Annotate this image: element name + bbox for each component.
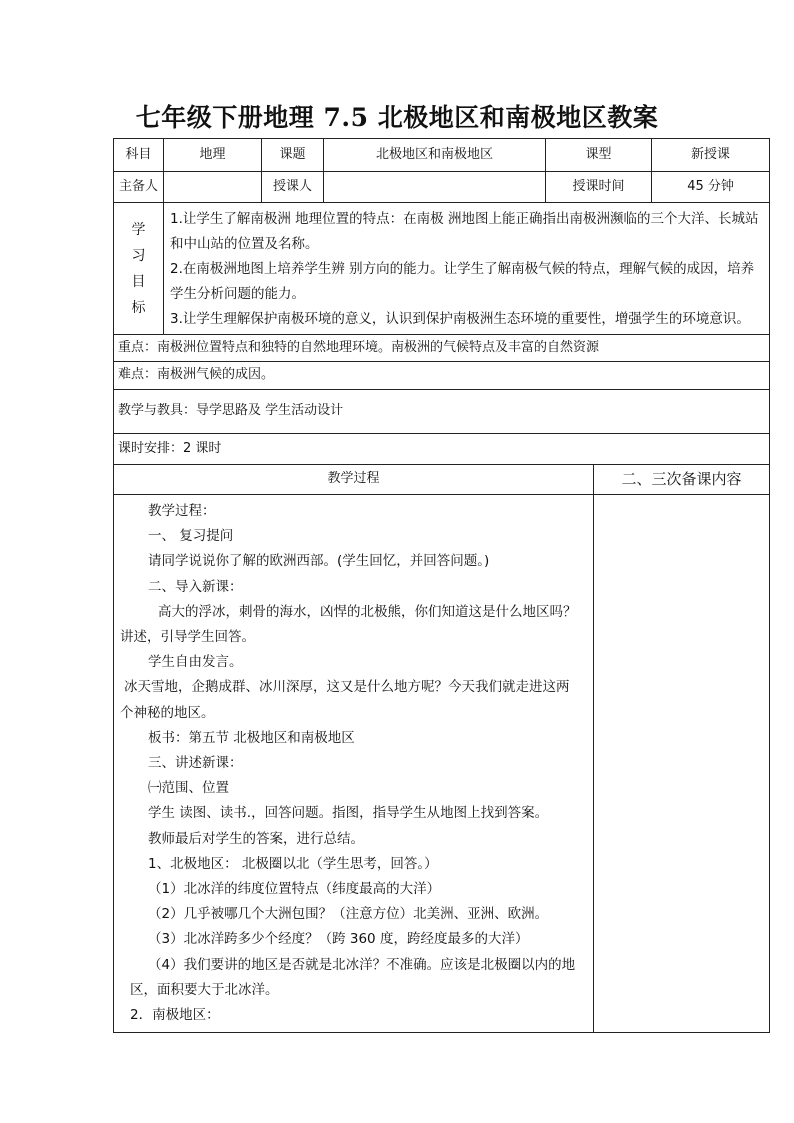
teacher-label: 授课人 [262,172,324,203]
process-line: 讲述，引导学生回答。 [120,629,255,646]
goals-label-char: 目 [131,273,146,290]
topic-label: 课题 [262,139,324,172]
process-line: （1）北冰洋的纬度位置特点（纬度最高的大洋） [148,881,441,898]
header-row-1 [114,139,770,172]
preparer-value [164,172,262,203]
process-line: 学生 读图、读书.，回答问题。指图，指导学生从地图上找到答案。 [148,805,549,822]
process-line: 教学过程： [148,503,216,519]
process-line: 区，面积要大于北冰洋。 [130,981,279,998]
teacher-value [324,172,546,203]
subject-value: 地理 [164,139,262,172]
process-line: 2．南极地区： [130,1007,220,1024]
subject-label: 科目 [114,139,164,172]
process-line: 个神秘的地区。 [120,704,215,721]
type-value: 新授课 [652,139,770,172]
goals-label-char: 标 [131,299,146,316]
process-header: 教学过程 [114,465,594,495]
notes-content [594,495,770,1033]
process-line: 高大的浮冰，刺骨的海水，凶悍的北极熊，你们知道这是什么地区吗？ [158,603,577,620]
type-label: 课型 [546,139,652,172]
process-line: 教师最后对学生的答案，进行总结。 [148,830,364,847]
goals-label-char: 习 [131,247,146,264]
lesson-plan-table [113,138,770,1033]
schedule-row [114,434,770,465]
process-line: 一、 复习提问 [148,528,234,545]
process-line: （4）我们要讲的地区是否就是北冰洋？不准确。应该是北极圈以内的地 [148,956,576,973]
process-content [114,495,594,1033]
learning-goals-content [164,203,770,335]
process-line: 学生自由发言。 [148,654,243,671]
process-line: 冰天雪地，企鹅成群、冰川深厚，这又是什么地方呢？今天我们就走进这两 [124,679,570,696]
topic-value: 北极地区和南极地区 [324,139,546,172]
goal-item: 3.让学生理解保护南极环境的意义，认识到保护南极洲生态环境的重要性，增强学生的环境意识。 [170,311,750,327]
process-line: 请同学说说你了解的欧洲西部。(学生回忆，并回答问题。) [148,553,490,570]
time-value: 45 分钟 [652,172,770,203]
goals-label-char: 学 [131,221,146,238]
difficulties-row [114,362,770,390]
tools-row [114,390,770,434]
process-body-row [114,495,770,1033]
notes-header: 二、三次备课内容 [594,465,770,495]
header-row-2 [114,172,770,203]
document-title: 七年级下册地理 7.5 北极地区和南极地区教案 [135,103,659,132]
preparer-label: 主备人 [114,172,164,203]
time-label: 授课时间 [546,172,652,203]
difficulties: 难点：南极洲气候的成因。 [114,362,770,390]
teaching-tools: 教学与教具：导学思路及 学生活动设计 [114,390,770,434]
process-line: 二、导入新课： [148,578,243,595]
process-header-row [114,465,770,495]
goal-item: 2.在南极洲地图上培养学生辨 别方向的能力。让学生了解南极气候的特点，理解气候的成因，培养学生分析问题的能力。 [170,261,755,302]
goal-item: 1.让学生了解南极洲 地理位置的特点：在南极 洲地图上能正确指出南极洲濒临的三个大洋、长城站和中山站的位置及名称。 [170,211,759,252]
process-line: 三、讲述新课： [148,755,243,772]
key-points-row [114,335,770,362]
process-line: （2）几乎被哪几个大洲包围？（注意方位）北美洲、亚洲、欧洲。 [148,906,549,923]
process-line: 1、北极地区： 北极圈以北（学生思考，回答。） [148,855,438,872]
process-line: 板书：第五节 北极地区和南极地区 [148,729,355,746]
process-line: （3）北冰洋跨多少个经度？（跨 360 度，跨经度最多的大洋） [148,931,529,948]
class-schedule: 课时安排：2 课时 [114,434,770,465]
learning-goals-label [114,203,164,335]
process-line: ㈠范围、位置 [148,780,229,797]
learning-goals-row [114,203,770,335]
key-points: 重点：南极洲位置特点和独特的自然地理环境。南极洲的气候特点及丰富的自然资源 [114,335,770,362]
